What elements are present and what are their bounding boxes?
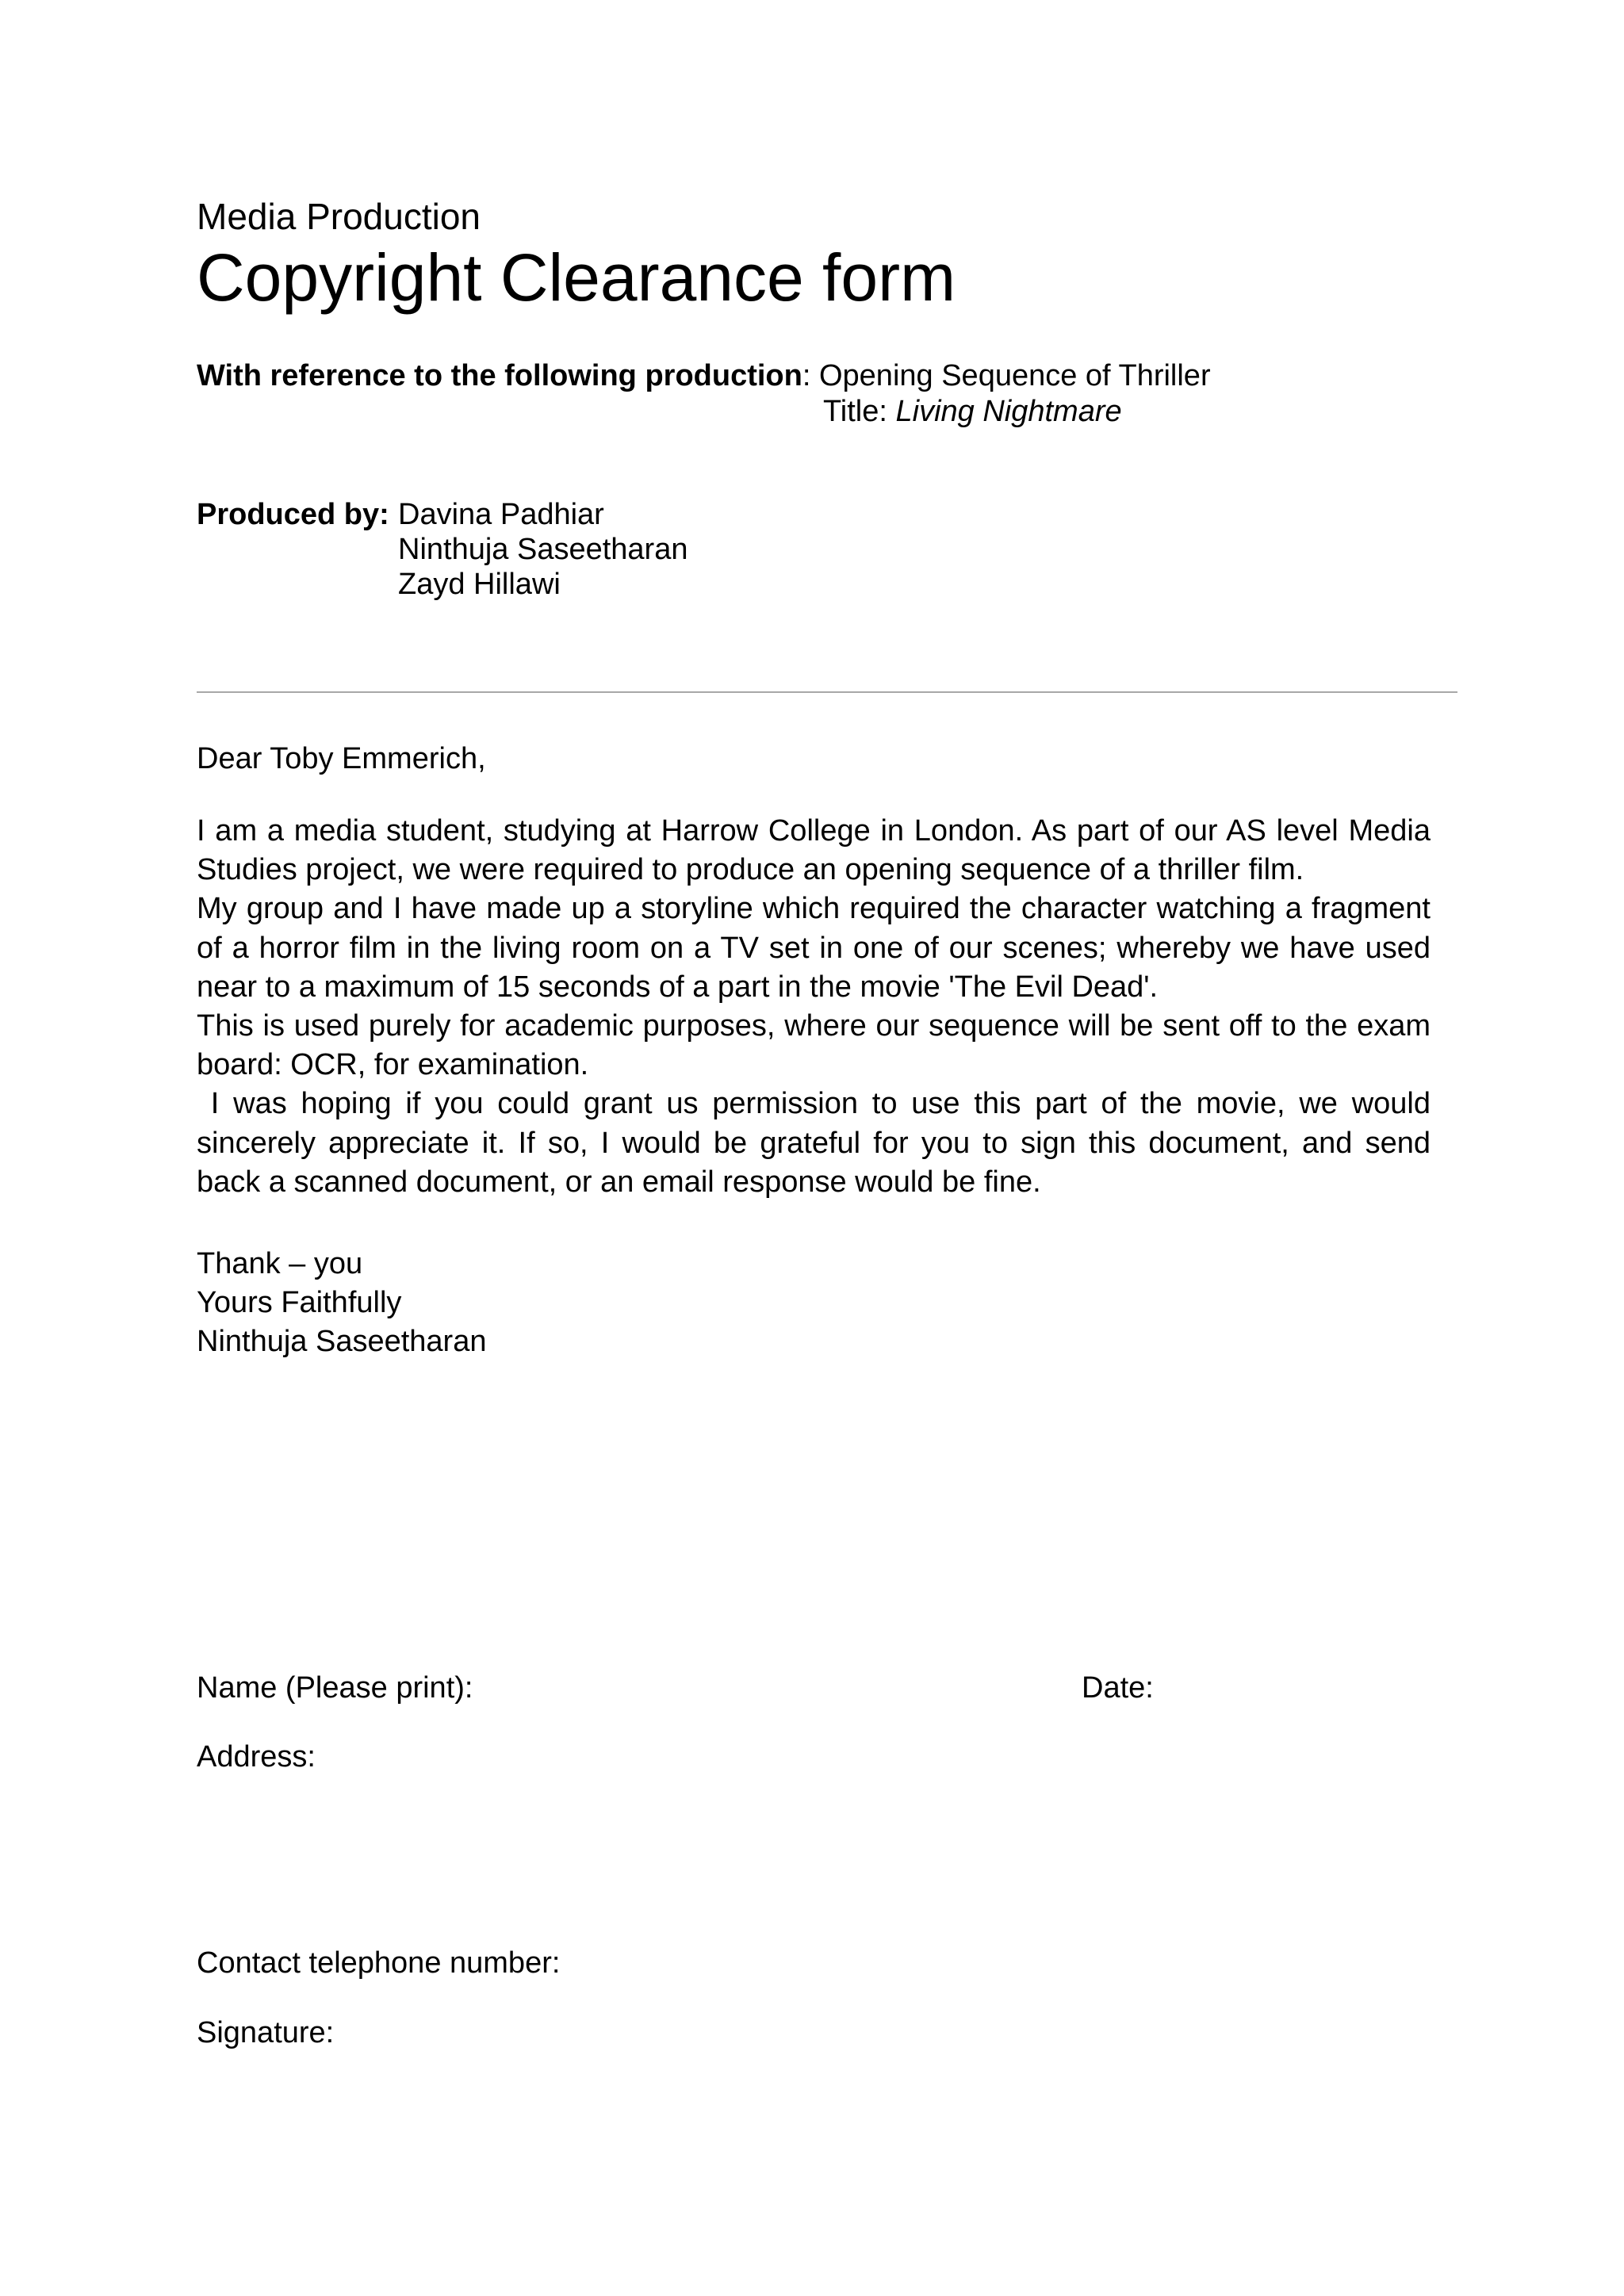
production-name: Opening Sequence of Thriller <box>818 359 1211 392</box>
producer-name: Ninthuja Saseetharan <box>398 533 688 566</box>
reference-label: With reference to the following production <box>197 359 802 392</box>
signoff-line: Ninthuja Saseetharan <box>197 1325 487 1358</box>
section-divider <box>197 691 1457 693</box>
letter-salutation: Dear Toby Emmerich, <box>197 742 486 775</box>
title-label: Title: <box>823 395 896 428</box>
signoff-line: Yours Faithfully <box>197 1286 402 1319</box>
address-field-label: Address: <box>197 1740 316 1774</box>
letter-signoff <box>197 1245 486 1361</box>
letter-paragraph: I was hoping if you could grant us permission to use this part of the movie, we would sincerely appreciate it. If so, I would be grateful for you to sign this document, and send back a scanned document, or an email response would be fine. <box>197 1087 1439 1199</box>
produced-by-label: Produced by: <box>197 498 389 531</box>
signoff-line: Thank – you <box>197 1247 363 1280</box>
document-subtitle: Media Production <box>197 196 481 237</box>
letter-paragraph: This is used purely for academic purposes, where our sequence will be sent off to the exam board: OCR, for examination. <box>197 1009 1431 1082</box>
document-title: Copyright Clearance form <box>197 240 956 315</box>
letter-paragraph: My group and I have made up a storyline which required the character watching a fragment of a horror film in the living room on a TV set in one of our scenes; whereby we have used near to a maximum of 15 seconds of a part in the movie 'The Evil Dead'. <box>197 892 1431 1004</box>
production-reference <box>197 357 1211 395</box>
name-field-label: Name (Please print): <box>197 1671 473 1705</box>
production-title <box>823 392 1122 430</box>
title-value: Living Nightmare <box>895 395 1122 428</box>
date-field-label: Date: <box>1082 1671 1154 1705</box>
producer-name: Davina Padhiar <box>398 498 604 531</box>
letter-body <box>197 812 1439 1202</box>
producers-list <box>398 497 688 602</box>
signature-field-label: Signature: <box>197 2016 335 2049</box>
letter-paragraph: I am a media student, studying at Harrow College in London. As part of our AS level Media Studies project, we were required to produce an opening sequence of a thriller film. <box>197 814 1431 887</box>
reference-separator: : <box>802 359 819 392</box>
producer-name: Zayd Hillawi <box>398 568 561 601</box>
phone-field-label: Contact telephone number: <box>197 1946 561 1980</box>
